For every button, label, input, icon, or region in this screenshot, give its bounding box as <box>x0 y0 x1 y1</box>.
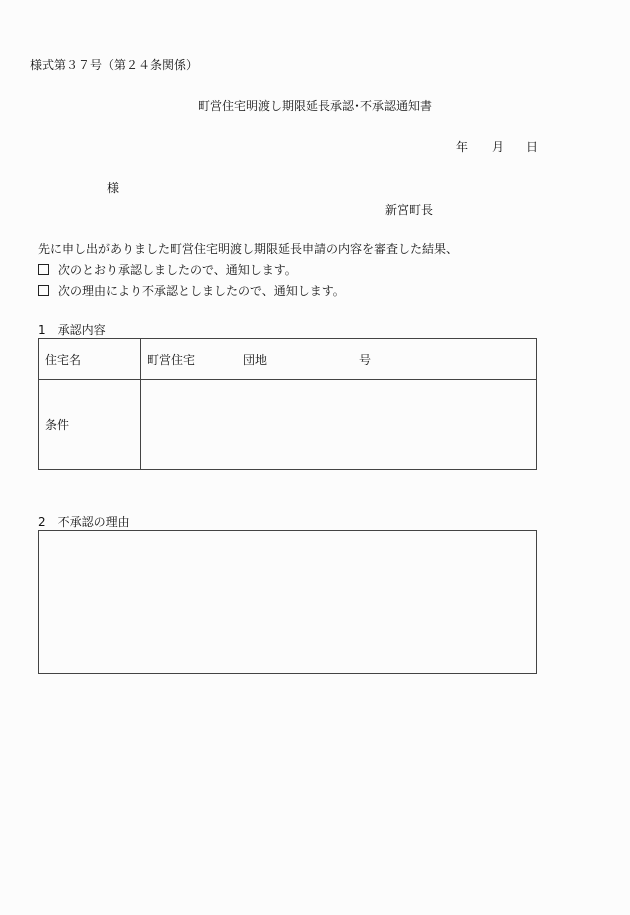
residence-prefix: 町営住宅 <box>147 352 196 367</box>
unit-number-label: 号 <box>359 352 372 367</box>
residence-label: 住宅名 <box>39 339 141 380</box>
intro-text: 先に申し出がありました町営住宅明渡し期限延長申請の内容を審査した結果、 <box>38 242 459 256</box>
issuer-name: 新宮町長 <box>385 203 434 217</box>
table-row-conditions <box>39 380 537 470</box>
option-rejected-label: 次の理由により不承認としましたので、通知します。 <box>58 284 345 298</box>
addressee-honorific: 様 <box>107 181 120 195</box>
date-year-label: 年 <box>456 140 469 154</box>
option-approved-label: 次のとおり承認しましたので、通知します。 <box>58 263 297 277</box>
form-number: 様式第３７号（第２４条関係） <box>30 58 199 72</box>
section2-heading: 2 不承認の理由 <box>38 515 130 529</box>
section1-heading: 1 承認内容 <box>38 323 106 337</box>
rejection-reason-box[interactable] <box>38 530 537 674</box>
document-title: 町営住宅明渡し期限延長承認･不承認通知書 <box>197 99 432 113</box>
residence-value-cell[interactable] <box>141 339 537 380</box>
option-rejected <box>38 282 345 299</box>
approved-checkbox[interactable] <box>38 264 49 275</box>
estate-label: 団地 <box>243 352 268 367</box>
rejected-checkbox[interactable] <box>38 285 49 296</box>
approval-details-table <box>38 338 537 470</box>
conditions-value-cell[interactable] <box>141 380 537 470</box>
conditions-label: 条件 <box>39 380 141 470</box>
date-month-label: 月 <box>492 140 505 154</box>
option-approved <box>38 261 297 278</box>
date-day-label: 日 <box>526 140 539 154</box>
table-row-residence <box>39 339 537 380</box>
